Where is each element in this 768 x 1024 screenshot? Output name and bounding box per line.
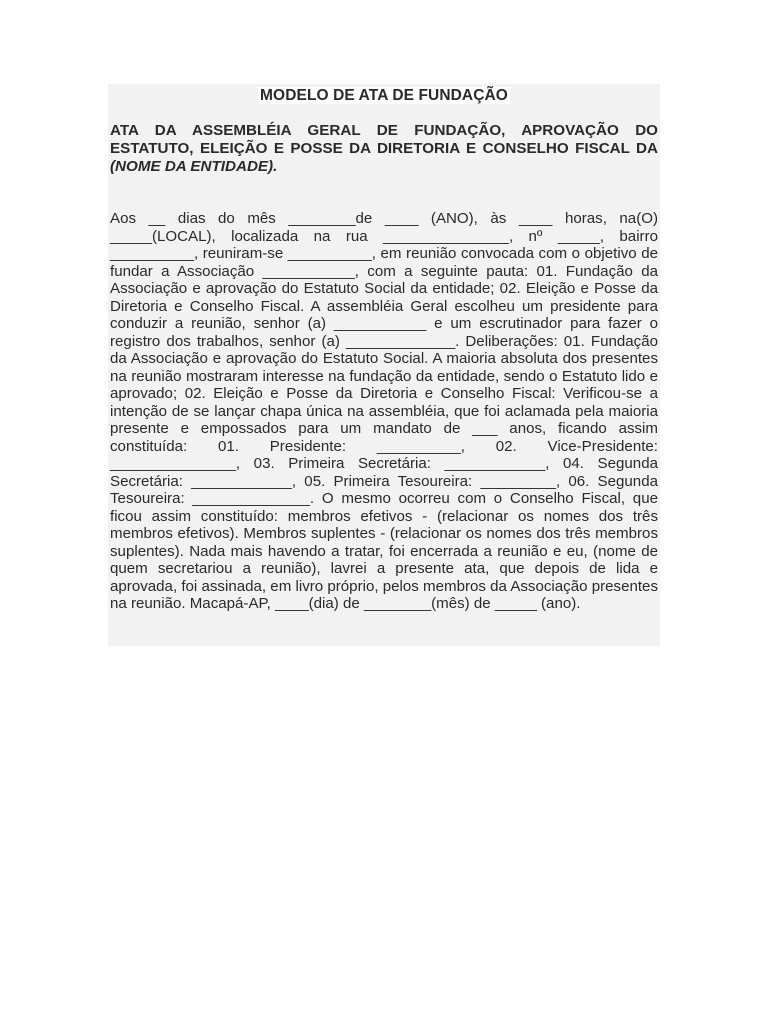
heading-main-text: ATA DA ASSEMBLÉIA GERAL DE FUNDAÇÃO, APROVAÇÃO DO ESTATUTO, ELEIÇÃO E POSSE DA DIRETORIA E CONSELHO FISCAL DA bbox=[110, 122, 658, 157]
document-heading bbox=[110, 122, 658, 176]
document-body-paragraph: Aos __ dias do mês ________de ____ (ANO), às ____ horas, na(O) _____(LOCAL), localizada na rua _______________, nº _____, bairro __________, reuniram-se __________, em reunião convocada com o objetivo de fundar a Associação ___________, com a seguinte pauta: 01. Fundação da Associação e aprovação do Estatuto Social da entidade; 02. Eleição e Posse da Diretoria e Conselho Fiscal. A assembléia Geral escolheu um presidente para conduzir a reunião, senhor (a) ___________ e um escrutinador para fazer o registro dos trabalhos, senhor (a) _____________. Deliberações: 01. Fundação da Associação e aprovação do Estatuto Social. A maioria absoluta dos presentes na reunião mostraram interesse na fundação da entidade, sendo o Estatuto lido e aprovado; 02. Eleição e Posse da Diretoria e Conselho Fiscal: Verificou-se a intenção de se lançar chapa única na assembléia, que foi aclamada pela maioria presente e empossados para um mandato de ___ anos, ficando assim constituída: 01. Presidente: __________, 02. Vice-Presidente: _______________, 03. Primeira Secretária: ____________, 04. Segunda Secretária: ____________, 05. Primeira Tesoureira: _________, 06. Segunda Tesoureira: ______________. O mesmo ocorreu com o Conselho Fiscal, que ficou assim constituído: membros efetivos - (relacionar os nomes dos três membros efetivos). Membros suplentes - (relacionar os nomes dos três membros suplentes). Nada mais havendo a tratar, foi encerrada a reunião e eu, (nome de quem secretariou a reunião), lavrei a presente ata, que depois de lida e aprovada, foi assinada, em livro próprio, pelos membros da Associação presentes na reunião. Macapá-AP, ____(dia) de ________(mês) de _____ (ano). bbox=[110, 210, 658, 612]
document-title-text: MODELO DE ATA DE FUNDAÇÃO bbox=[260, 87, 508, 104]
heading-entity-placeholder: (NOME DA ENTIDADE). bbox=[110, 158, 278, 175]
document-content bbox=[108, 84, 660, 646]
document-title bbox=[110, 84, 658, 105]
